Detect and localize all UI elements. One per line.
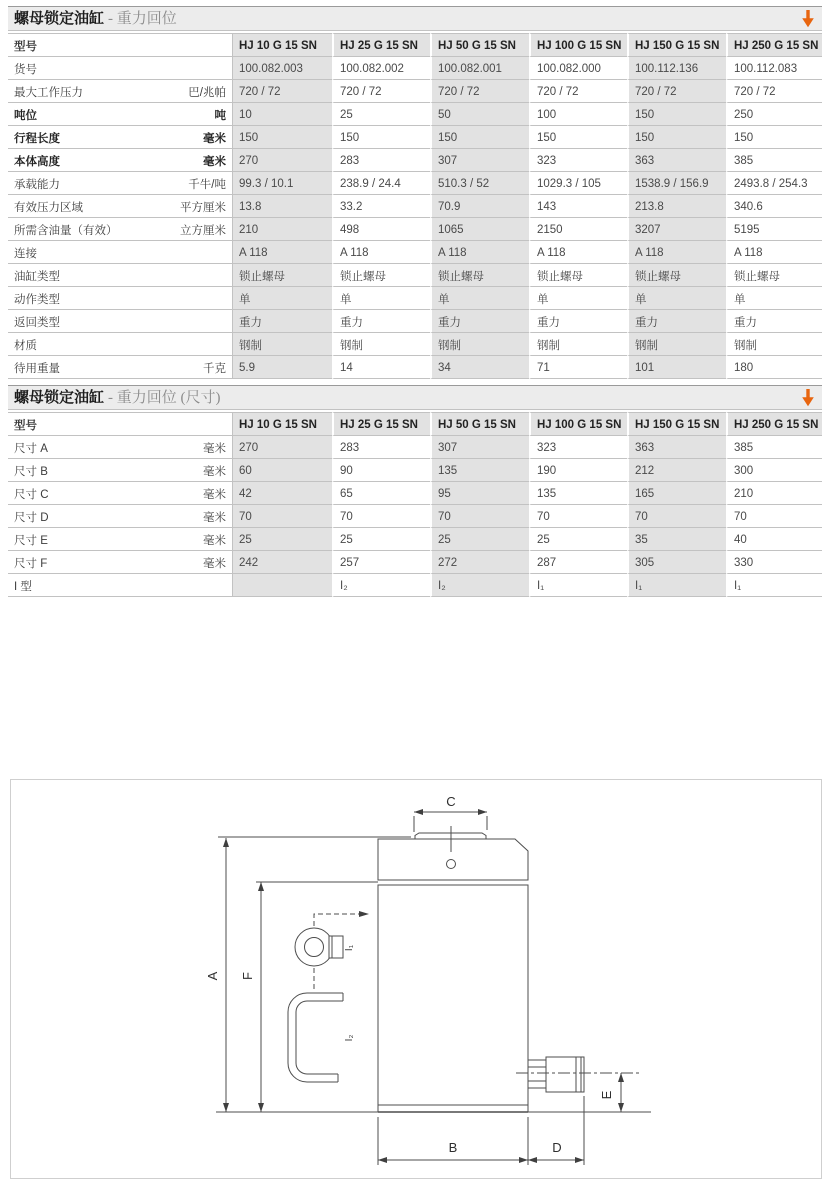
value-cell: 单 [529, 287, 627, 310]
label-c: C [446, 794, 456, 809]
value-cell: 重力 [233, 310, 332, 333]
value-cell: 65 [332, 482, 430, 505]
table-row [8, 149, 822, 172]
table-row [8, 505, 822, 528]
table-row [8, 436, 822, 459]
value-cell: 150 [430, 126, 529, 149]
value-cell: 257 [332, 551, 430, 574]
value-cell: 5195 [726, 218, 822, 241]
row-label-cell [8, 287, 233, 310]
table-row [8, 356, 822, 379]
dimension-b [378, 1117, 528, 1165]
value-cell: I₂ [332, 574, 430, 597]
value-cell: 270 [233, 149, 332, 172]
value-cell: 150 [529, 126, 627, 149]
value-cell: 33.2 [332, 195, 430, 218]
column-header: HJ 150 G 15 SN [627, 412, 726, 436]
value-cell: 25 [233, 528, 332, 551]
value-cell [233, 574, 332, 597]
value-cell: I₂ [430, 574, 529, 597]
row-label: 尺寸 C [14, 488, 49, 501]
row-label-cell [8, 436, 233, 459]
row-unit: 毫米 [203, 534, 226, 547]
table2-titlebar [8, 385, 822, 410]
value-cell: 100.112.083 [726, 57, 822, 80]
value-cell: 锁止螺母 [233, 264, 332, 287]
value-cell: 150 [332, 126, 430, 149]
row-label: 油缸类型 [14, 270, 60, 283]
value-cell: 270 [233, 436, 332, 459]
model-column-label: 型号 [8, 412, 233, 436]
label-b: B [448, 1140, 458, 1155]
value-cell: 钢制 [430, 333, 529, 356]
table-row [8, 482, 822, 505]
label-e: E [599, 1090, 614, 1100]
row-unit: 平方厘米 [180, 201, 226, 214]
row-label: 尺寸 B [14, 465, 48, 478]
row-label: I 型 [14, 580, 32, 593]
table-row [8, 103, 822, 126]
table-row [8, 172, 822, 195]
row-label: 吨位 [14, 109, 37, 122]
value-cell: 70 [332, 505, 430, 528]
row-unit: 毫米 [203, 155, 226, 168]
column-header: HJ 100 G 15 SN [529, 33, 627, 57]
value-cell: A 118 [627, 241, 726, 264]
value-cell: 1538.9 / 156.9 [627, 172, 726, 195]
value-cell: 330 [726, 551, 822, 574]
value-cell: A 118 [430, 241, 529, 264]
row-label: 承载能力 [14, 178, 60, 191]
value-cell: 385 [726, 436, 822, 459]
table2-title [14, 386, 221, 410]
value-cell: 363 [627, 149, 726, 172]
table-row [8, 126, 822, 149]
value-cell: 34 [430, 356, 529, 379]
row-label-cell [8, 333, 233, 356]
table2-grid [8, 412, 822, 597]
table-row [8, 551, 822, 574]
value-cell: 305 [627, 551, 726, 574]
value-cell: 钢制 [332, 333, 430, 356]
value-cell: 101 [627, 356, 726, 379]
row-label-cell [8, 80, 233, 103]
value-cell: 283 [332, 149, 430, 172]
value-cell: 13.8 [233, 195, 332, 218]
value-cell: 307 [430, 149, 529, 172]
cylinder-outline [378, 826, 528, 1112]
table1-titlebar [8, 6, 822, 31]
value-cell: 50 [430, 103, 529, 126]
value-cell: 钢制 [726, 333, 822, 356]
table-row [8, 310, 822, 333]
value-cell: 143 [529, 195, 627, 218]
value-cell: 25 [529, 528, 627, 551]
table-row [8, 218, 822, 241]
row-label-cell [8, 528, 233, 551]
value-cell: 135 [529, 482, 627, 505]
value-cell: 2493.8 / 254.3 [726, 172, 822, 195]
row-label: 材质 [14, 339, 37, 352]
value-cell: 150 [726, 126, 822, 149]
lifting-eye-i1 [295, 911, 369, 992]
table-row [8, 574, 822, 597]
column-header: HJ 25 G 15 SN [332, 33, 430, 57]
value-cell: 307 [430, 436, 529, 459]
column-header: HJ 10 G 15 SN [233, 412, 332, 436]
value-cell: 70 [529, 505, 627, 528]
value-cell: 锁止螺母 [627, 264, 726, 287]
value-cell: 213.8 [627, 195, 726, 218]
value-cell: I₁ [529, 574, 627, 597]
value-cell: A 118 [332, 241, 430, 264]
row-label-cell [8, 195, 233, 218]
value-cell: 70.9 [430, 195, 529, 218]
row-unit: 毫米 [203, 488, 226, 501]
value-cell: 60 [233, 459, 332, 482]
download-arrow-icon[interactable] [800, 9, 816, 28]
column-header: HJ 10 G 15 SN [233, 33, 332, 57]
row-label: 行程长度 [14, 132, 60, 145]
value-cell: 242 [233, 551, 332, 574]
value-cell: 重力 [529, 310, 627, 333]
row-label: 本体高度 [14, 155, 60, 168]
value-cell: 42 [233, 482, 332, 505]
value-cell: 单 [627, 287, 726, 310]
value-cell: 165 [627, 482, 726, 505]
column-header: HJ 100 G 15 SN [529, 412, 627, 436]
value-cell: 100 [529, 103, 627, 126]
label-i2: I₂ [344, 1034, 355, 1042]
value-cell: 190 [529, 459, 627, 482]
value-cell: A 118 [233, 241, 332, 264]
table-row [8, 80, 822, 103]
table-row [8, 57, 822, 80]
row-label-cell [8, 356, 233, 379]
value-cell: 212 [627, 459, 726, 482]
row-label: 待用重量 [14, 362, 60, 375]
value-cell: 323 [529, 149, 627, 172]
column-header: HJ 250 G 15 SN [726, 33, 822, 57]
table-row [8, 333, 822, 356]
value-cell: 重力 [430, 310, 529, 333]
row-label: 最大工作压力 [14, 86, 83, 99]
table-row [8, 287, 822, 310]
value-cell: 498 [332, 218, 430, 241]
table-row [8, 459, 822, 482]
row-label-cell [8, 149, 233, 172]
model-column-label: 型号 [8, 33, 233, 57]
value-cell: 100.082.001 [430, 57, 529, 80]
value-cell: 720 / 72 [430, 80, 529, 103]
value-cell: 99.3 / 10.1 [233, 172, 332, 195]
value-cell: 238.9 / 24.4 [332, 172, 430, 195]
carry-handle-i2 [288, 993, 355, 1082]
value-cell: 100.112.136 [627, 57, 726, 80]
value-cell: 720 / 72 [627, 80, 726, 103]
table-row [8, 264, 822, 287]
value-cell: 锁止螺母 [430, 264, 529, 287]
value-cell: 钢制 [627, 333, 726, 356]
row-label: 尺寸 A [14, 442, 48, 455]
row-unit: 毫米 [203, 465, 226, 478]
table-row [8, 528, 822, 551]
row-label-cell [8, 172, 233, 195]
row-label: 尺寸 E [14, 534, 48, 547]
label-d: D [552, 1140, 562, 1155]
value-cell: 1065 [430, 218, 529, 241]
value-cell: 340.6 [726, 195, 822, 218]
value-cell: 70 [627, 505, 726, 528]
label-a: A [205, 971, 220, 981]
value-cell: 363 [627, 436, 726, 459]
value-cell: 单 [332, 287, 430, 310]
value-cell: 重力 [332, 310, 430, 333]
value-cell: 锁止螺母 [332, 264, 430, 287]
column-header: HJ 50 G 15 SN [430, 33, 529, 57]
row-unit: 毫米 [203, 557, 226, 570]
value-cell: 14 [332, 356, 430, 379]
value-cell: A 118 [726, 241, 822, 264]
row-label: 尺寸 D [14, 511, 49, 524]
row-label-cell [8, 218, 233, 241]
value-cell: 40 [726, 528, 822, 551]
row-label: 所需含油量（有效） [14, 224, 118, 237]
row-label-cell [8, 482, 233, 505]
table2-title-main: 螺母锁定油缸 [14, 388, 105, 406]
column-header: HJ 50 G 15 SN [430, 412, 529, 436]
datasheet-page [0, 6, 830, 1179]
row-unit: 千克 [203, 362, 226, 375]
dimension-diagram [10, 779, 822, 1179]
value-cell: 70 [726, 505, 822, 528]
row-unit: 毫米 [203, 132, 226, 145]
value-cell: 锁止螺母 [529, 264, 627, 287]
value-cell: 720 / 72 [233, 80, 332, 103]
dimension-f [240, 882, 378, 1112]
value-cell: 150 [627, 126, 726, 149]
value-cell: 70 [430, 505, 529, 528]
value-cell: 300 [726, 459, 822, 482]
row-label: 有效压力区域 [14, 201, 83, 214]
value-cell: 287 [529, 551, 627, 574]
value-cell: 单 [233, 287, 332, 310]
row-label: 连接 [14, 247, 37, 260]
value-cell: 323 [529, 436, 627, 459]
value-cell: 100.082.000 [529, 57, 627, 80]
value-cell: 720 / 72 [529, 80, 627, 103]
table1-grid [8, 33, 822, 379]
value-cell: 25 [332, 103, 430, 126]
value-cell: 135 [430, 459, 529, 482]
dimension-d [528, 1096, 584, 1165]
value-cell: 180 [726, 356, 822, 379]
value-cell: 385 [726, 149, 822, 172]
value-cell: 10 [233, 103, 332, 126]
row-label-cell [8, 551, 233, 574]
value-cell: 35 [627, 528, 726, 551]
value-cell: 210 [233, 218, 332, 241]
value-cell: 150 [627, 103, 726, 126]
header-row [8, 33, 822, 57]
table-row [8, 241, 822, 264]
value-cell: 3207 [627, 218, 726, 241]
value-cell: 70 [233, 505, 332, 528]
column-header: HJ 150 G 15 SN [627, 33, 726, 57]
dimension-e [599, 1073, 624, 1112]
value-cell: 510.3 / 52 [430, 172, 529, 195]
value-cell: 25 [430, 528, 529, 551]
row-label-cell [8, 505, 233, 528]
value-cell: 272 [430, 551, 529, 574]
value-cell: 单 [726, 287, 822, 310]
table1-title [14, 7, 177, 31]
row-label: 货号 [14, 63, 37, 76]
value-cell: 720 / 72 [332, 80, 430, 103]
value-cell: 1029.3 / 105 [529, 172, 627, 195]
value-cell: 锁止螺母 [726, 264, 822, 287]
row-label: 动作类型 [14, 293, 60, 306]
table-row [8, 195, 822, 218]
download-arrow-icon[interactable] [800, 388, 816, 407]
value-cell: 720 / 72 [726, 80, 822, 103]
row-label-cell [8, 459, 233, 482]
value-cell: 100.082.003 [233, 57, 332, 80]
value-cell: 250 [726, 103, 822, 126]
value-cell: 25 [332, 528, 430, 551]
value-cell: I₁ [627, 574, 726, 597]
value-cell: 90 [332, 459, 430, 482]
table2-container [8, 412, 822, 597]
row-label-cell [8, 310, 233, 333]
row-unit: 毫米 [203, 511, 226, 524]
value-cell: 95 [430, 482, 529, 505]
value-cell: 150 [233, 126, 332, 149]
value-cell: 100.082.002 [332, 57, 430, 80]
row-unit: 巴/兆帕 [188, 86, 226, 99]
row-label-cell [8, 103, 233, 126]
row-unit: 千牛/吨 [188, 178, 226, 191]
row-label-cell [8, 57, 233, 80]
table1-title-sub: - 重力回位 [108, 10, 177, 27]
row-label-cell [8, 574, 233, 597]
row-label-cell [8, 241, 233, 264]
value-cell: A 118 [529, 241, 627, 264]
value-cell: 71 [529, 356, 627, 379]
value-cell: 重力 [627, 310, 726, 333]
value-cell: 单 [430, 287, 529, 310]
header-row [8, 412, 822, 436]
cylinder-drawing [11, 780, 821, 1178]
column-header: HJ 25 G 15 SN [332, 412, 430, 436]
value-cell: 重力 [726, 310, 822, 333]
label-i1: I₁ [344, 944, 355, 952]
row-label: 尺寸 F [14, 557, 48, 570]
table1-container [8, 33, 822, 379]
value-cell: 2150 [529, 218, 627, 241]
value-cell: 钢制 [233, 333, 332, 356]
row-unit: 毫米 [203, 442, 226, 455]
value-cell: 钢制 [529, 333, 627, 356]
row-label-cell [8, 264, 233, 287]
column-header: HJ 250 G 15 SN [726, 412, 822, 436]
row-unit: 立方厘米 [180, 224, 226, 237]
value-cell: 283 [332, 436, 430, 459]
label-f: F [240, 972, 255, 980]
row-label-cell [8, 126, 233, 149]
table1-title-main: 螺母锁定油缸 [14, 9, 105, 27]
value-cell: 5.9 [233, 356, 332, 379]
value-cell: 210 [726, 482, 822, 505]
value-cell: I₁ [726, 574, 822, 597]
row-label: 返回类型 [14, 316, 60, 329]
table2-title-sub: - 重力回位 (尺寸) [108, 389, 221, 406]
row-unit: 吨 [214, 109, 226, 122]
